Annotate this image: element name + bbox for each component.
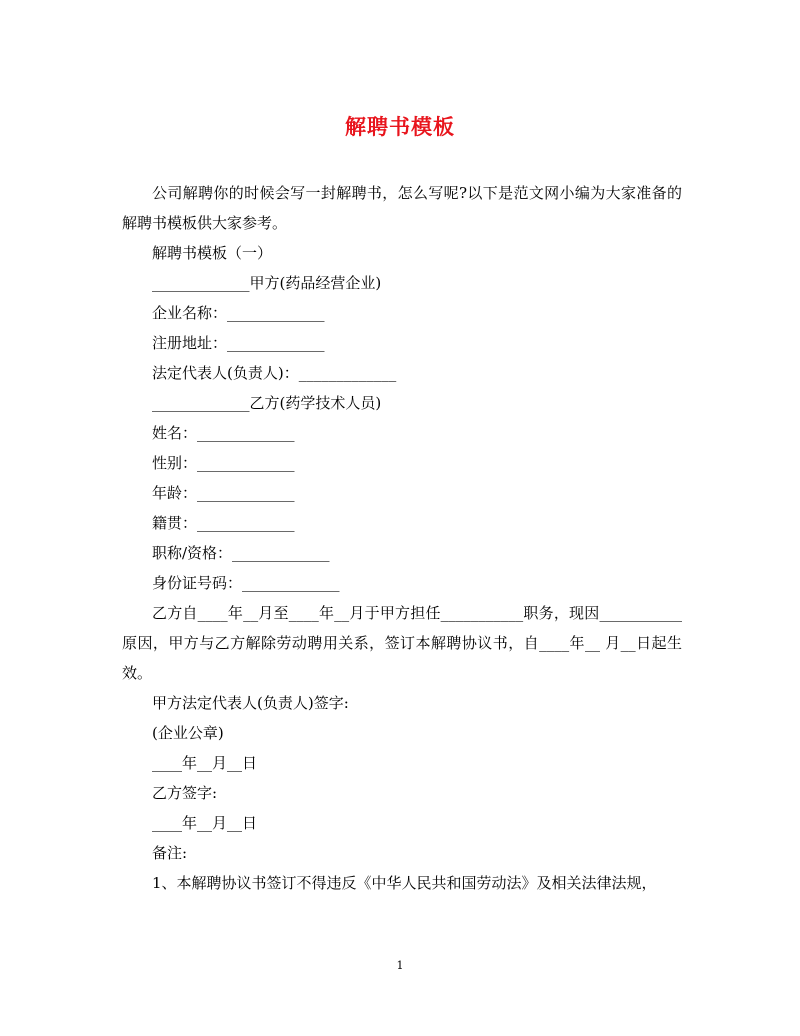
party-a-signature-line: 甲方法定代表人(负责人)签字: xyxy=(152,694,349,712)
page-number: 1 xyxy=(396,959,404,972)
name-field: 姓名：_____________ xyxy=(152,424,295,442)
gender-field: 性别：_____________ xyxy=(152,454,295,472)
id-number-field: 身份证号码：_____________ xyxy=(152,574,340,592)
legal-representative-field: 法定代表人(负责人)：_____________ xyxy=(152,364,397,382)
company-name-field: 企业名称：_____________ xyxy=(152,304,325,322)
intro-paragraph: 公司解聘你的时候会写一封解聘书，怎么写呢?以下是范文网小编为大家准备的解聘书模板供大家参考。 xyxy=(122,184,682,232)
document-title: 解聘书模板 xyxy=(345,114,455,139)
section-heading: 解聘书模板（一） xyxy=(152,244,273,262)
note-item-1: 1、本解聘协议书签订不得违反《中华人民共和国劳动法》及相关法律法规， xyxy=(152,874,657,892)
document-body xyxy=(122,178,682,898)
party-b-signature-line: 乙方签字: xyxy=(152,784,218,802)
party-a-date-line: ____年__月__日 xyxy=(152,754,258,772)
native-place-field: 籍贯：_____________ xyxy=(152,514,295,532)
party-b-line: _____________乙方(药学技术人员) xyxy=(152,394,382,412)
company-seal-line: (企业公章) xyxy=(152,724,224,742)
agreement-paragraph: 乙方自____年__月至____年__月于甲方担任___________职务，现因___________原因，甲方与乙方解除劳动聘用关系，签订本解聘协议书，自____年__ 月__日起生效。 xyxy=(122,604,682,682)
notes-heading: 备注: xyxy=(152,844,188,862)
title-qualification-field: 职称/资格：_____________ xyxy=(152,544,330,562)
registered-address-field: 注册地址：_____________ xyxy=(152,334,325,352)
age-field: 年龄：_____________ xyxy=(152,484,295,502)
party-a-line: _____________甲方(药品经营企业) xyxy=(152,274,382,292)
party-b-date-line: ____年__月__日 xyxy=(152,814,258,832)
